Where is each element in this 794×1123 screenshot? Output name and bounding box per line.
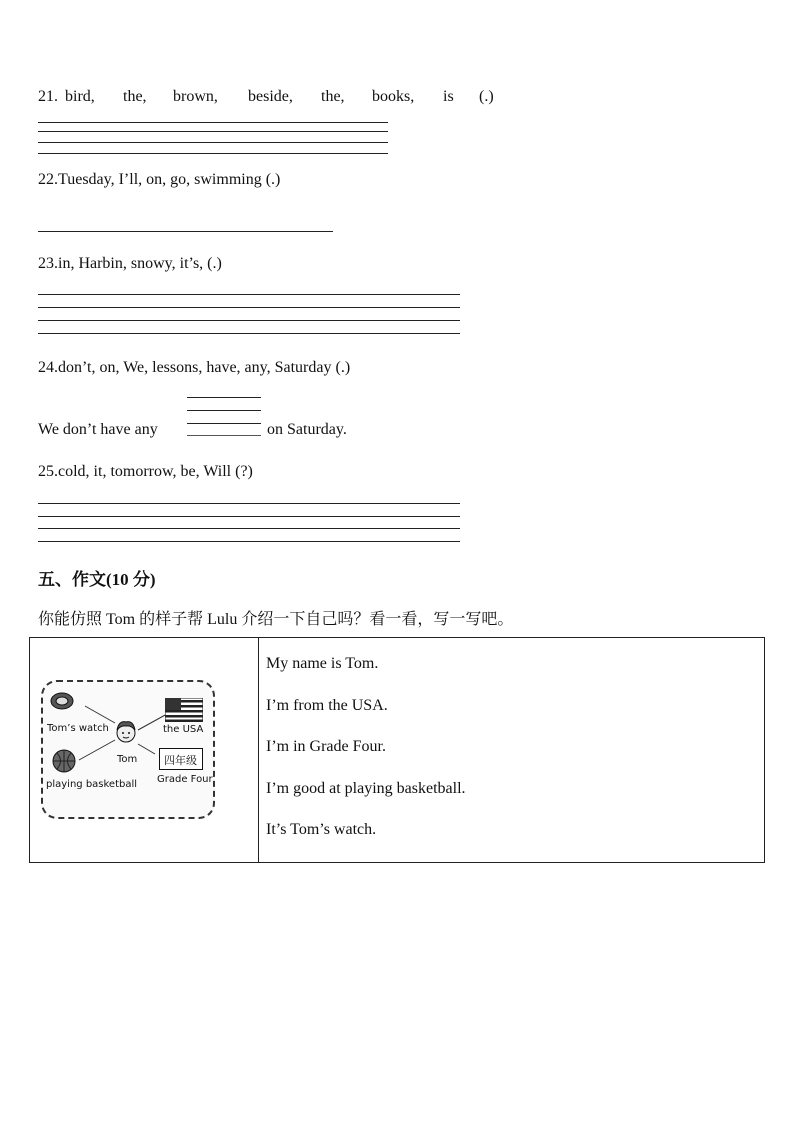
sentence-suffix: on Saturday.	[267, 421, 347, 438]
tom-label: Tom	[117, 754, 138, 765]
sentence-prefix: We don’t have any	[38, 421, 158, 438]
answer-line[interactable]	[38, 503, 460, 504]
answer-line[interactable]	[38, 231, 333, 232]
sample-sentence: I’m in Grade Four.	[266, 738, 386, 755]
watch-icon	[49, 690, 75, 712]
section-title: 五、作文(10 分)	[38, 570, 156, 589]
question-24: 24.don’t, on, We, lessons, have, any, Saturday (.)	[38, 359, 351, 376]
answer-line[interactable]	[38, 516, 460, 517]
answer-line[interactable]	[187, 423, 261, 424]
answer-line[interactable]	[187, 410, 261, 411]
scrambled-word: the,	[321, 88, 345, 105]
answer-line[interactable]	[38, 153, 388, 154]
question-21	[38, 87, 498, 107]
scrambled-word: bird,	[65, 88, 95, 105]
grade-label: Grade Four	[157, 774, 213, 785]
scrambled-word: beside,	[248, 88, 293, 105]
picture-cell	[30, 638, 259, 863]
answer-line[interactable]	[38, 142, 388, 143]
sample-sentence: I’m good at playing basketball.	[266, 779, 466, 797]
question-number: 21.	[38, 88, 58, 105]
sample-sentence: My name is Tom.	[266, 655, 379, 672]
composition-table	[29, 637, 765, 863]
question-22: 22.Tuesday, I’ll, on, go, swimming (.)	[38, 171, 281, 188]
usa-label: the USA	[163, 724, 204, 735]
question-25: 25.cold, it, tomorrow, be, Will (?)	[38, 463, 253, 480]
answer-line[interactable]	[38, 131, 388, 132]
answer-line[interactable]	[38, 528, 460, 529]
basketball-label: playing basketball	[46, 779, 138, 790]
answer-line[interactable]	[38, 122, 388, 123]
question-23: 23.in, Harbin, snowy, it’s, (.)	[38, 255, 222, 272]
sample-sentence: I’m from the USA.	[266, 696, 388, 714]
answer-line[interactable]	[38, 333, 460, 334]
usa-flag-icon	[165, 698, 203, 722]
sample-sentence: It’s Tom’s watch.	[266, 821, 377, 838]
grade-badge	[159, 748, 203, 770]
section-instruction: 你能仿照 Tom 的样子帮 Lulu 介绍一下自己吗？看一看，写一写吧。	[38, 611, 514, 628]
basketball-icon	[51, 748, 77, 774]
answer-line[interactable]	[38, 320, 460, 321]
sample-sentences-cell	[259, 638, 765, 863]
scrambled-word: (.)	[479, 88, 494, 105]
watch-label: Tom’s watch	[47, 723, 109, 734]
boy-face-icon	[113, 718, 139, 746]
answer-line[interactable]	[38, 294, 460, 295]
answer-line[interactable]	[38, 307, 460, 308]
tom-info-picture	[41, 680, 215, 819]
scrambled-word: books,	[372, 88, 415, 105]
scrambled-word: is	[443, 88, 454, 105]
answer-line[interactable]	[187, 435, 261, 436]
scrambled-word: brown,	[173, 88, 218, 105]
scrambled-word: the,	[123, 88, 147, 105]
answer-line[interactable]	[187, 397, 261, 398]
grade-badge-text: 四年级	[164, 754, 197, 767]
answer-line[interactable]	[38, 541, 460, 542]
